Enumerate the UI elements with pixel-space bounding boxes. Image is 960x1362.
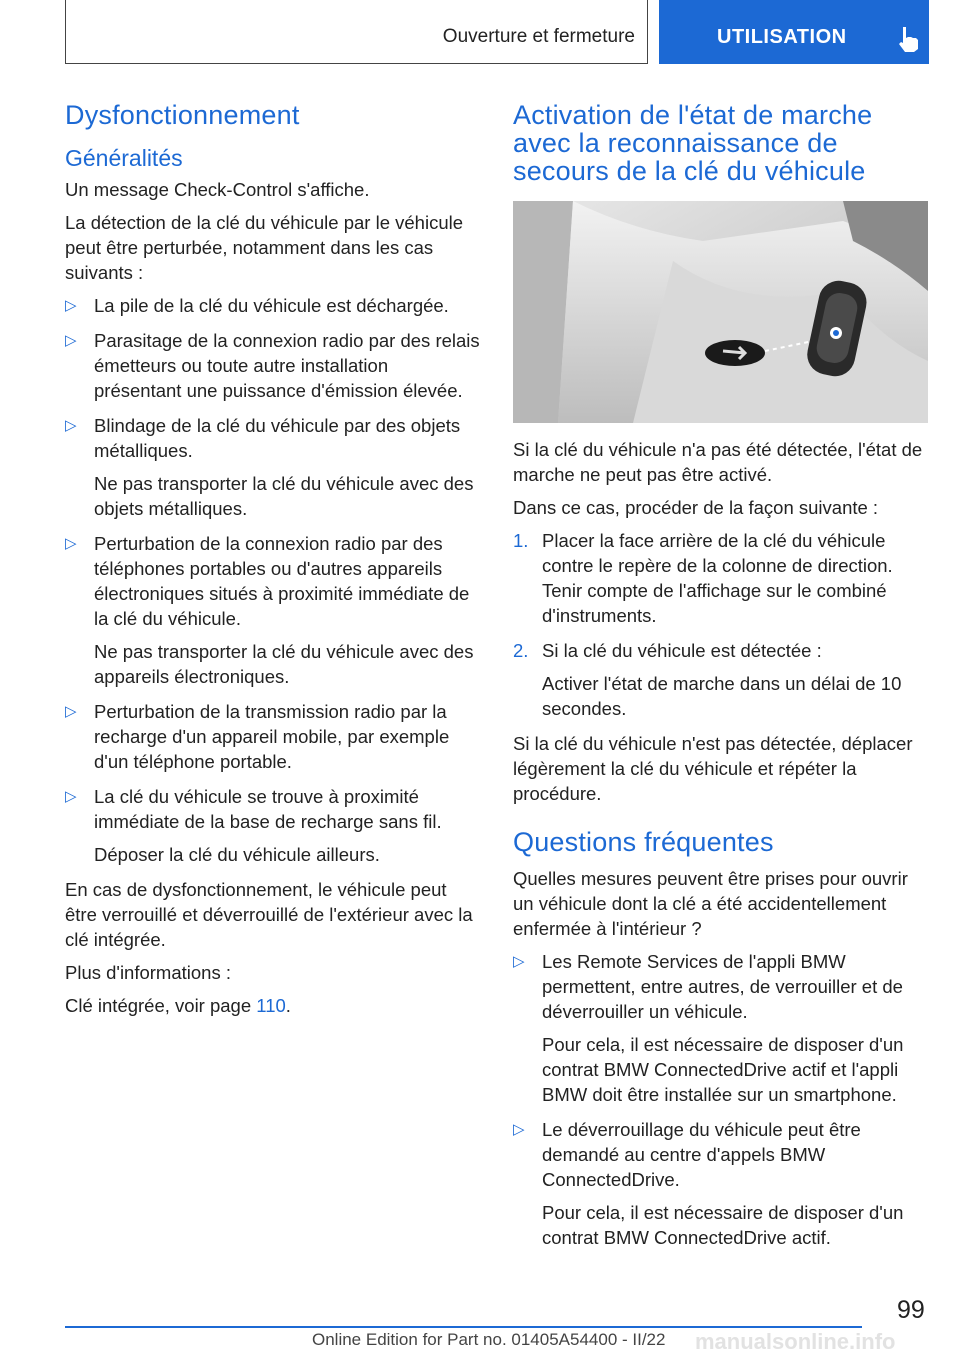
list-item-note: Déposer la clé du véhicule ailleurs. [94,844,380,865]
right-column [513,95,928,1260]
list-item: ▷ Le déverrouillage du véhicule peut être demandé au centre d'appels BMW ConnectedDrive. Pour cela, il est nécessaire de disposer d'un contrat BMW ConnectedDrive actif. [513,1117,928,1250]
list-item: ▷ Perturbation de la transmission radio par la recharge d'un appareil mobile, par exemple d'un téléphone portable. [65,701,450,772]
general-heading: Généralités [65,145,183,171]
paragraph: Si la clé du véhicule n'a pas été détectée, l'état de marche ne peut pas être activé. [513,439,923,485]
chapter-tab-label: UTILISATION [717,26,847,48]
triangle-bullet-icon: ▷ [513,1121,525,1138]
edition-text: Online Edition for Part no. 01405A54400 - II/22 [312,1330,666,1349]
triangle-bullet-icon: ▷ [65,332,77,349]
paragraph: Dans ce cas, procéder de la façon suivante : [513,497,879,518]
page-number: 99 [897,1296,925,1324]
step-number: 2. [513,640,529,661]
list-item-note: Ne pas transporter la clé du véhicule avec des objets métalliques. [94,473,474,519]
procedure-steps [513,528,928,721]
triangle-bullet-icon: ▷ [513,953,525,970]
step-item: 2. Si la clé du véhicule est détectée : Activer l'état de marche dans un délai de 10 secondes. [513,638,928,721]
paragraph: La détection de la clé du véhicule par le véhicule peut être perturbée, notamment dans les cas suivants : [65,212,464,283]
steering-column-key-photo [513,201,928,423]
faq-heading: Questions fréquentes [513,827,774,857]
triangle-bullet-icon: ▷ [65,535,77,552]
malfunction-heading: Dysfonctionnement [65,100,300,130]
triangle-bullet-icon: ▷ [65,703,77,720]
triangle-bullet-icon: ▷ [65,417,77,434]
paragraph: Plus d'informations : [65,962,231,983]
list-item: ▷ Les Remote Services de l'appli BMW permettent, entre autres, de verrouiller et de déverrouiller un véhicule. Pour cela, il est nécessaire de disposer d'un contrat BMW ConnectedDrive actif et l'appli BMW doit être installée sur un smartphone. [513,949,928,1107]
chapter-tab[interactable] [659,0,929,64]
triangle-bullet-icon: ▷ [65,297,77,314]
list-item: ▷ Perturbation de la connexion radio par des téléphones portables ou d'autres appareils électroniques situés à proximité immédiate de la clé du véhicule. Ne pas transporter la clé du véhicule avec des appareils électroniques. [65,531,480,689]
paragraph: Si la clé du véhicule n'est pas détectée, déplacer légèrement la clé du véhicule et répéter la procédure. [513,733,913,804]
faq-answer-list [513,949,928,1250]
cause-list [65,293,480,867]
list-item-note: Pour cela, il est nécessaire de disposer d'un contrat BMW ConnectedDrive actif et l'appli BMW doit être installée sur un smartphone. [542,1034,904,1105]
paragraph: En cas de dysfonctionnement, le véhicule peut être verrouillé et déverrouillé de l'extérieur avec la clé intégrée. [65,879,473,950]
left-column [65,95,480,1026]
emergency-detection-heading: Activation de l'état de marche avec la reconnaissance de secours de la clé du véhicule [513,100,873,186]
section-title: Ouverture et fermeture [442,26,635,47]
list-item: ▷ La clé du véhicule se trouve à proximité immédiate de la base de recharge sans fil. Déposer la clé du véhicule ailleurs. [65,784,480,867]
triangle-bullet-icon: ▷ [65,788,77,805]
footer-divider [65,1326,862,1328]
faq-question: Quelles mesures peuvent être prises pour ouvrir un véhicule dont la clé a été accidentellement enfermée à l'intérieur ? [513,868,908,939]
list-item: ▷ Parasitage de la connexion radio par des relais émetteurs ou toute autre installation présentant une puissance d'émission élevée. [65,330,480,401]
list-item: ▷ Blindage de la clé du véhicule par des objets métalliques. Ne pas transporter la clé du véhicule avec des objets métalliques. [65,413,480,521]
list-item-note: Pour cela, il est nécessaire de disposer d'un contrat BMW ConnectedDrive actif. [542,1202,904,1248]
pointing-hand-icon [895,25,921,53]
list-item: ▷ La pile de la clé du véhicule est déchargée. [65,295,449,316]
step-note: Activer l'état de marche dans un délai de 10 secondes. [542,673,902,719]
paragraph: Clé intégrée, voir page 110. [65,995,291,1016]
page-link[interactable]: 110 [256,995,286,1016]
watermark: manualsonline.info [695,1329,896,1354]
step-number: 1. [513,530,529,551]
step-item: 1. Placer la face arrière de la clé du véhicule contre le repère de la colonne de direction. Tenir compte de l'affichage sur le combiné d'instruments. [513,530,893,626]
list-item-note: Ne pas transporter la clé du véhicule avec des appareils électroniques. [94,641,474,687]
paragraph: Un message Check-Control s'affiche. [65,179,370,200]
